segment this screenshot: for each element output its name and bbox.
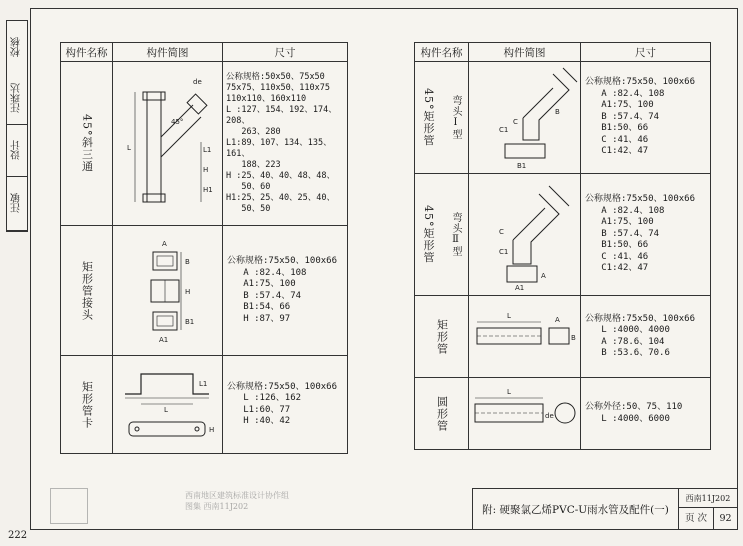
- title-block: [472, 488, 737, 529]
- tee-label-H: H: [203, 166, 209, 174]
- elbow1-label-B1: B1: [517, 162, 527, 170]
- clip-name-cell: [61, 356, 113, 454]
- page-box: [679, 508, 737, 529]
- sidebar-designer: 汪敏: [7, 177, 27, 231]
- round-pipe-name: 圆形管: [435, 395, 449, 432]
- stamp-line-2: 图集 西南11J202: [185, 502, 249, 511]
- tee-label-L1: L1: [203, 146, 212, 154]
- clip-label-H: H: [209, 426, 215, 434]
- tee-name: 45°斜三通: [80, 114, 94, 173]
- joint-name: 矩形管接头: [80, 260, 94, 321]
- rect-pipe-name: 矩形管: [435, 318, 449, 355]
- round-pipe-label-de: de: [545, 412, 554, 420]
- drawing-title: 附: 硬聚氯乙烯PVC-U雨水管及配件(一): [473, 489, 679, 529]
- joint-label-A: A: [162, 240, 167, 248]
- ghost-title-block: [50, 488, 88, 524]
- right-header-name: 构件名称: [415, 43, 469, 62]
- elbow2-dims: 公称规格:75x50、100x66 A :82.4、108 A1:75、100 B :57.4、74 B1:50、66 C :41、46 C1:42、47: [581, 174, 711, 296]
- clip-dims: 公称规格:75x50、100x66 L :126、162 L1:60、77 H :40、42: [223, 356, 348, 454]
- clip-name: 矩形管卡: [80, 380, 94, 429]
- round-pipe-dims: 公称外径:50、75、110 L :4000、6000: [581, 378, 711, 450]
- right-parts-table: [414, 42, 711, 450]
- joint-name-cell: [61, 226, 113, 356]
- page-value: 92: [719, 513, 732, 524]
- elbow2-label-A: A: [541, 272, 546, 280]
- elbow1-diagram-cell: [469, 62, 581, 174]
- left-parts-table: [60, 42, 348, 454]
- clip-label-L: L: [164, 406, 168, 414]
- rect-pipe-label-L: L: [507, 312, 511, 320]
- page-number: 222: [8, 530, 28, 541]
- review-sidebar: [6, 20, 28, 232]
- joint-dims: 公称规格:75x50、100x66 A :82.4、108 A1:75、100 B :57.4、74 B1:54、66 H :87、97: [223, 226, 348, 356]
- left-header-diagram: 构件简图: [113, 43, 223, 62]
- tee-dims: 公称规格:50x50、75x50 75x75、110x50、110x75 110x110、160x110 L :127、154、192、174、208、 263、280 L1:89、107、134、135、161、 188、223 H :25、40、40、48、48、 50、60 H1:25、25、40、25、40、 50、50: [223, 62, 348, 226]
- elbow1-dims: 公称规格:75x50、100x66 A :82.4、108 A1:75、100 B :57.4、74 B1:50、66 C :41、46 C1:42、47: [581, 62, 711, 174]
- round-pipe-diagram-cell: [469, 378, 581, 450]
- joint-label-A1: A1: [159, 336, 169, 344]
- elbow1-name-1: 45°矩形管: [422, 88, 435, 147]
- elbow2-label-A1: A1: [515, 284, 525, 292]
- elbow2-diagram-cell: [469, 174, 581, 296]
- page-label: 页 次: [679, 508, 714, 529]
- sidebar-design: 设计: [7, 125, 27, 177]
- elbow2-label-C: C: [499, 228, 504, 236]
- elbow2-name-1: 45°矩形管: [422, 205, 435, 264]
- clip-label-L1: L1: [199, 380, 208, 388]
- tee-label-H1: H1: [203, 186, 213, 194]
- elbow1-label-C: C: [513, 118, 518, 126]
- stamp-line-1: 西南地区建筑标准设计协作组: [185, 491, 289, 500]
- joint-label-B: B: [185, 258, 190, 266]
- elbow2-name-2: 弯头Ⅱ型: [450, 212, 461, 257]
- right-header-diagram: 构件简图: [469, 43, 581, 62]
- rect-pipe-dims: 公称规格:75x50、100x66 L :4000、4000 A :78.6、104 B :53.6、70.6: [581, 296, 711, 378]
- left-header-dims: 尺寸: [223, 43, 348, 62]
- left-header-name: 构件名称: [61, 43, 113, 62]
- elbow2-label-C1: C1: [499, 248, 509, 256]
- elbow1-name-2: 弯头Ⅰ型: [450, 95, 461, 140]
- tee-diagram: [113, 62, 223, 222]
- sidebar-check: 校核: [11, 37, 23, 57]
- tee-name-cell: [61, 62, 113, 226]
- tee-label-angle: 45°: [171, 118, 184, 126]
- joint-label-B1: B1: [185, 318, 195, 326]
- tee-label-de: de: [193, 78, 202, 86]
- rect-pipe-label-B: B: [571, 334, 576, 342]
- round-pipe-name-cell: [415, 378, 469, 450]
- elbow1-label-C1: C1: [499, 126, 509, 134]
- right-header-dims: 尺寸: [581, 43, 711, 62]
- elbow2-diagram: [469, 174, 581, 292]
- elbow1-name-cell: [415, 62, 469, 174]
- clip-diagram: [113, 356, 223, 450]
- clip-diagram-cell: [113, 356, 223, 454]
- sidebar-checker: 汪珠达: [7, 73, 27, 125]
- joint-diagram: [113, 226, 223, 352]
- round-pipe-label-L: L: [507, 388, 511, 396]
- rect-pipe-name-cell: [415, 296, 469, 378]
- rect-pipe-label-A: A: [555, 316, 560, 324]
- rect-pipe-diagram: [469, 296, 581, 374]
- elbow2-name-cell: [415, 174, 469, 296]
- round-pipe-diagram: [469, 378, 581, 446]
- tee-diagram-cell: [113, 62, 223, 226]
- elbow1-diagram: [469, 62, 581, 170]
- faded-stamp: [185, 490, 365, 524]
- tee-label-L: L: [127, 144, 131, 152]
- atlas-code: 西南11J202: [679, 489, 737, 508]
- joint-label-H: H: [185, 288, 191, 296]
- rect-pipe-diagram-cell: [469, 296, 581, 378]
- elbow1-label-B: B: [555, 108, 560, 116]
- joint-diagram-cell: [113, 226, 223, 356]
